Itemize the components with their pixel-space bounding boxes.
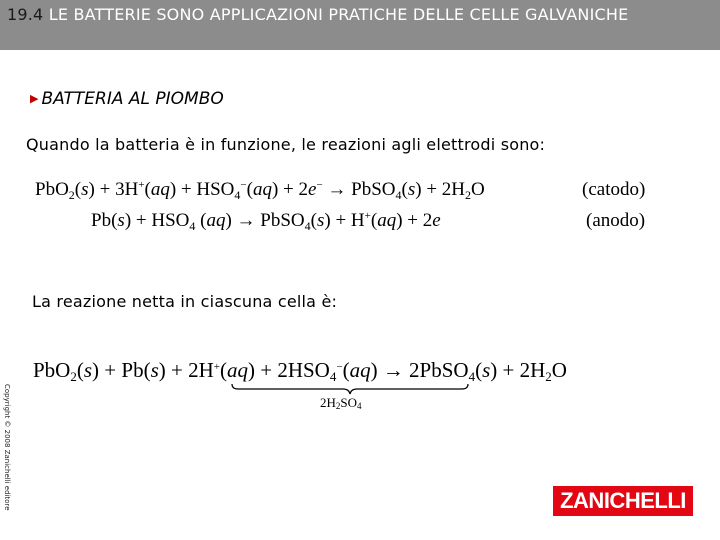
section-heading-text: BATTERIA AL PIOMBO bbox=[41, 89, 224, 109]
header-bar bbox=[0, 0, 720, 50]
brace-label: $2H_2SO_4$ bbox=[320, 395, 362, 411]
copyright-text: Copyright © 2008 Zanichelli editore bbox=[3, 384, 11, 511]
intro-text: Quando la batteria è in funzione, le reazioni agli elettrodi sono: bbox=[26, 135, 546, 154]
underbrace bbox=[230, 382, 470, 396]
page-title bbox=[7, 5, 707, 25]
cathode-equation: $PbO_2(s) + 3H^+(aq) + HSO_4^-(aq) + 2e^-$ → PbSO$_4$(s) + $2H_2O$ bbox=[35, 179, 485, 202]
triangle-right-icon: ▶ bbox=[30, 92, 39, 105]
anode-label: (anodo) bbox=[586, 210, 646, 231]
cathode-label: (catodo) bbox=[582, 179, 646, 200]
section-number: 19.4 bbox=[7, 5, 44, 24]
net-equation: $PbO_2(s) + Pb(s) + 2H^+(aq) + 2HSO_4^-(aq)$ → 2PbSO$_4$(s) + $2H_2O$ bbox=[33, 358, 567, 384]
title-text: LE BATTERIE SONO APPLICAZIONI PRATICHE DELLE CELLE GALVANICHE bbox=[48, 5, 629, 24]
zanichelli-logo: ZANICHELLI bbox=[553, 486, 693, 516]
section-heading bbox=[30, 89, 224, 109]
net-reaction-text: La reazione netta in ciascuna cella è: bbox=[32, 292, 338, 311]
anode-equation: $Pb(s) + HSO_4$ (aq) → PbSO$_4$(s) + H+(aq) + 2e bbox=[91, 210, 441, 233]
